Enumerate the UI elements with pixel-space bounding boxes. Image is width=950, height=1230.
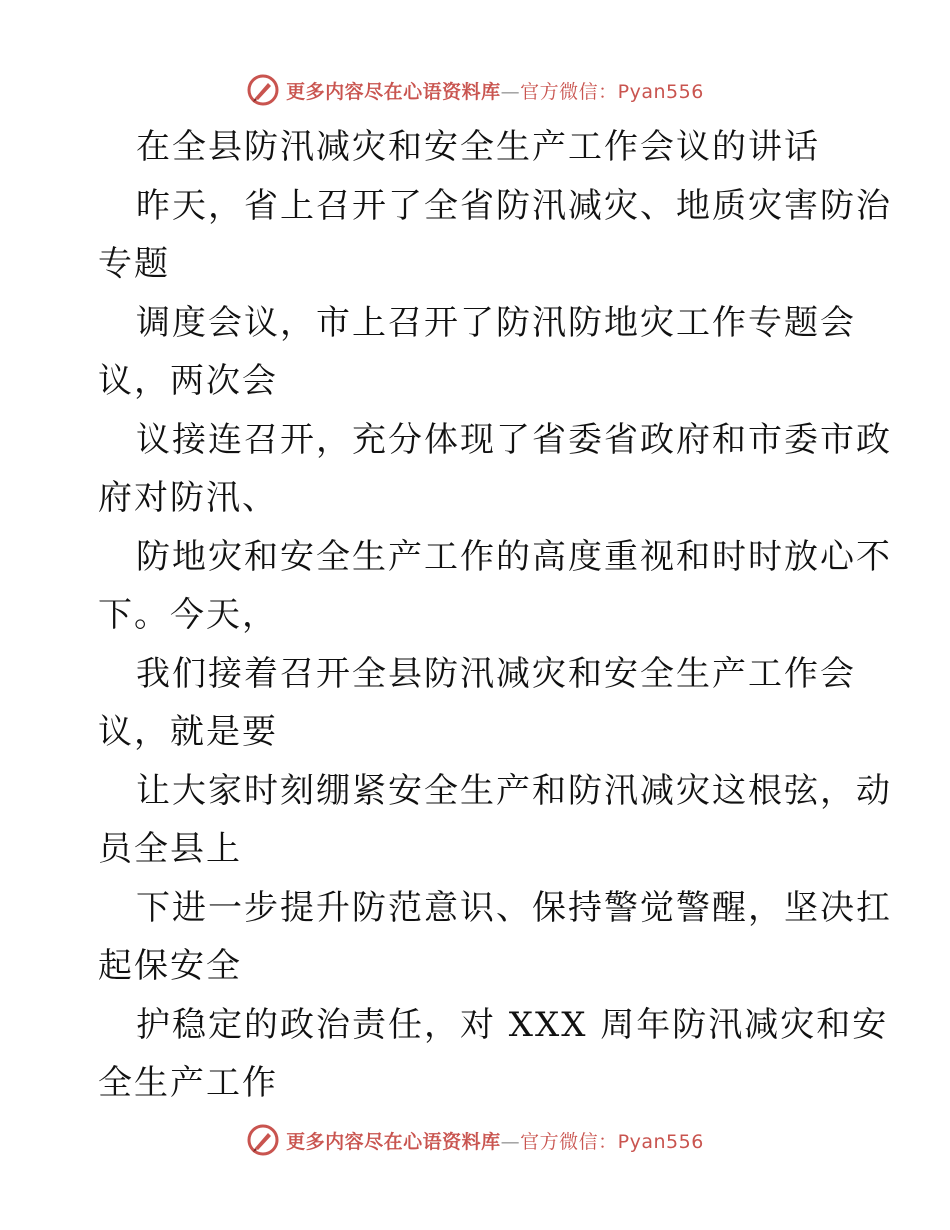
text-line: 专题 bbox=[98, 244, 170, 284]
pen-logo-icon bbox=[246, 73, 280, 107]
text-line: 议，两次会 bbox=[98, 361, 278, 401]
banner-brand: 更多内容尽在心语资料库 bbox=[286, 1130, 501, 1153]
document-title: 在全县防汛减灾和安全生产工作会议的讲话 bbox=[136, 127, 820, 167]
text-line: 议接连召开，充分体现了省委省政府和市委市政 bbox=[136, 419, 892, 460]
text-line: 府对防汛、 bbox=[98, 478, 278, 518]
header-banner bbox=[0, 70, 950, 110]
text-line: 防地灾和安全生产工作的高度重视和时时放心不 bbox=[136, 536, 892, 577]
banner-wechat: 官方微信：Pyan556 bbox=[520, 80, 704, 103]
text-line: 下。今天， bbox=[98, 595, 278, 635]
text-line: 全生产工作 bbox=[98, 1063, 278, 1103]
text-line: 调度会议，市上召开了防汛防地灾工作专题会 bbox=[136, 302, 856, 343]
text-line: 护稳定的政治责任，对 XXX 周年防汛减灾和安 bbox=[136, 1004, 889, 1045]
banner-text bbox=[286, 1127, 704, 1154]
document-body bbox=[98, 118, 892, 1113]
text-line: 下进一步提升防范意识、保持警觉警醒，坚决扛 bbox=[136, 887, 892, 928]
text-line: 议，就是要 bbox=[98, 712, 278, 752]
text-line: 让大家时刻绷紧安全生产和防汛减灾这根弦，动 bbox=[136, 770, 892, 811]
text-line: 起保安全 bbox=[98, 946, 242, 986]
text-line: 员全县上 bbox=[98, 829, 242, 869]
footer-banner bbox=[0, 1120, 950, 1160]
text-line: 我们接着召开全县防汛减灾和安全生产工作会 bbox=[136, 653, 856, 694]
banner-brand: 更多内容尽在心语资料库 bbox=[286, 80, 501, 103]
banner-separator: — bbox=[500, 80, 521, 103]
banner-text bbox=[286, 77, 704, 104]
pen-logo-icon bbox=[246, 1123, 280, 1157]
banner-separator: — bbox=[500, 1130, 521, 1153]
text-line: 昨天，省上召开了全省防汛减灾、地质灾害防治 bbox=[136, 185, 892, 226]
banner-wechat: 官方微信：Pyan556 bbox=[520, 1130, 704, 1153]
